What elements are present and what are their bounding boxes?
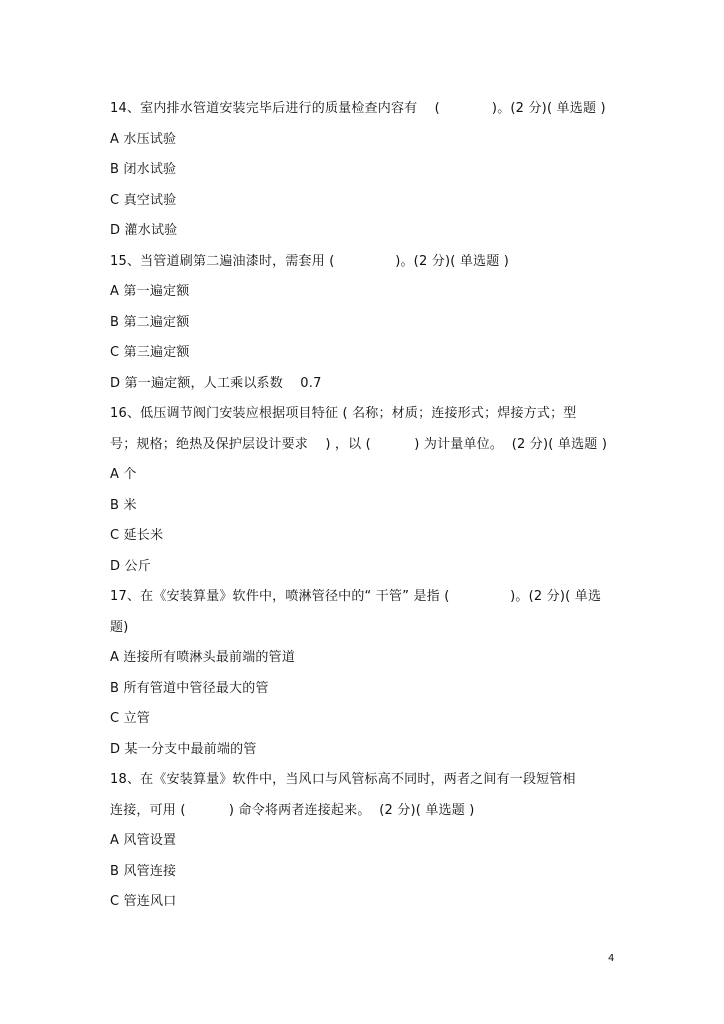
question-14-option-d: D 灌水试验 bbox=[110, 223, 178, 238]
question-16-option-d: D 公斤 bbox=[110, 559, 151, 574]
question-16-option-b: B 米 bbox=[110, 498, 137, 513]
question-18-stem-line-2: 连接，可用 ( ) 命令将两者连接起来。 (2 分)( 单选题 ) bbox=[110, 803, 475, 818]
question-17-stem-line-1: 17、在《安装算量》软件中，喷淋管径中的“ 干管” 是指 ( )。(2 分)( 单选 bbox=[110, 589, 602, 604]
question-15-option-d: D 第一遍定额，人工乘以系数 0.7 bbox=[110, 376, 322, 391]
question-16-stem-line-1: 16、低压调节阀门安装应根据项目特征 ( 名称；材质；连接形式；焊接方式；型 bbox=[110, 406, 577, 421]
question-18-option-a: A 风管设置 bbox=[110, 833, 177, 848]
question-18-option-b: B 风管连接 bbox=[110, 864, 177, 879]
question-14-option-c: C 真空试验 bbox=[110, 193, 177, 208]
question-16-option-c: C 延长米 bbox=[110, 528, 164, 543]
question-17-option-a: A 连接所有喷淋头最前端的管道 bbox=[110, 650, 296, 665]
question-17-option-c: C 立管 bbox=[110, 711, 151, 726]
question-14-option-a: A 水压试验 bbox=[110, 132, 177, 147]
question-15-stem: 15、当管道刷第二遍油漆时，需套用 ( )。(2 分)( 单选题 ) bbox=[110, 254, 510, 269]
question-17-option-b: B 所有管道中管径最大的管 bbox=[110, 681, 269, 696]
question-14-stem: 14、室内排水管道安装完毕后进行的质量检查内容有 ( )。(2 分)( 单选题 ) bbox=[110, 101, 606, 116]
question-16-option-a: A 个 bbox=[110, 467, 137, 482]
question-18-option-c: C 管连风口 bbox=[110, 894, 177, 909]
question-17-stem-line-2: 题) bbox=[110, 620, 129, 635]
question-15-option-b: B 第二遍定额 bbox=[110, 315, 190, 330]
question-17-option-d: D 某一分支中最前端的管 bbox=[110, 742, 257, 757]
question-15-option-c: C 第三遍定额 bbox=[110, 345, 190, 360]
question-14-option-b: B 闭水试验 bbox=[110, 162, 177, 177]
question-15-option-a: A 第一遍定额 bbox=[110, 284, 190, 299]
page-number: 4 bbox=[608, 953, 615, 964]
question-18-stem-line-1: 18、在《安装算量》软件中，当风口与风管标高不同时，两者之间有一段短管相 bbox=[110, 772, 576, 787]
question-16-stem-line-2: 号；规格；绝热及保护层设计要求 ) ，以 ( ) 为计量单位。 (2 分)( 单选题 ) bbox=[110, 437, 608, 452]
